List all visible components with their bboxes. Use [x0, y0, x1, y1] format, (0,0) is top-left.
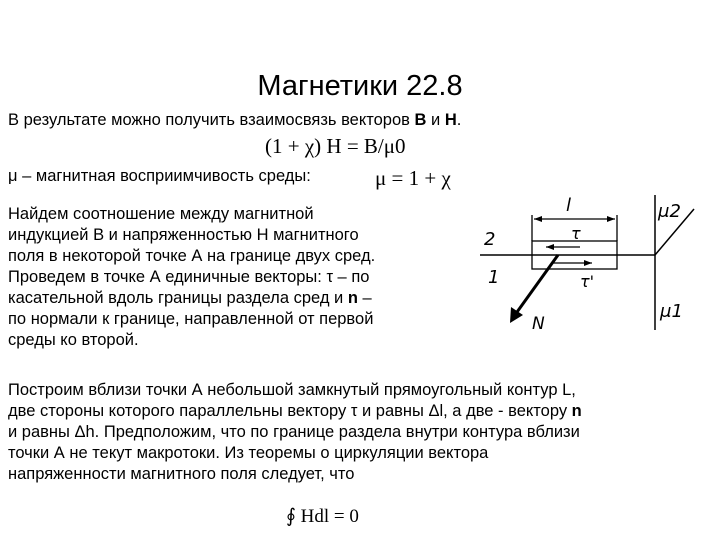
tau-prime-arrowhead — [584, 260, 592, 266]
label-n: N — [532, 314, 545, 334]
susceptibility-line: μ – магнитная восприимчивость среды: — [8, 167, 311, 185]
formula-circulation: ∮ Hdl = 0 — [286, 506, 359, 527]
paragraph-line: две стороны которого параллельны вектору τ и равны Δl, а две - вектору n — [8, 402, 582, 420]
paragraph-line: и равны Δh. Предположим, что по границе раздела внутри контура вблизи — [8, 423, 580, 441]
label-tau: τ — [571, 224, 581, 243]
formula-mu: μ = 1 + χ — [375, 166, 451, 190]
paragraph-line: напряженности магнитного поля следует, что — [8, 465, 355, 483]
label-mu2: μ2 — [658, 201, 681, 222]
paragraph-line: точки А не текут макротоки. Из теоремы о циркуляции вектора — [8, 444, 489, 462]
formula-b-h-relation: (1 + χ) H = B/μ0 — [265, 134, 406, 158]
paragraph-line: Проведем в точке А единичные векторы: τ – по — [8, 268, 370, 286]
intro-line-text: В результате можно получить взаимосвязь векторов B и H. — [8, 111, 462, 129]
label-tau-prime: τ' — [580, 272, 595, 291]
normal-vector — [512, 255, 558, 319]
label-medium-1: 1 — [488, 267, 500, 288]
slide-title: Магнетики 22.8 — [257, 70, 463, 102]
intro-line — [8, 110, 461, 131]
paragraph-line: Построим вблизи точки А небольшой замкнутый прямоугольный контур L, — [8, 381, 576, 399]
normal-arrowhead — [510, 307, 523, 323]
dim-arrow-left — [534, 216, 542, 222]
tau-arrowhead — [546, 244, 554, 250]
paragraph-line: касательной вдоль границы раздела сред и n – — [8, 289, 372, 307]
paragraph-line: поля в некоторой точке А на границе двух сред. — [8, 247, 376, 265]
paragraph-line: индукцией B и напряженностью H магнитного — [8, 226, 359, 244]
dim-arrow-right — [607, 216, 615, 222]
paragraph-line: по нормали к границе, направленной от первой — [8, 310, 374, 328]
boundary-diagram — [480, 195, 710, 340]
paragraph-line: среды ко второй. — [8, 331, 139, 349]
paragraph-boundary — [8, 204, 463, 351]
paragraph-line: Найдем соотношение между магнитной — [8, 205, 314, 223]
label-medium-2: 2 — [484, 229, 496, 250]
label-mu1: μ1 — [660, 301, 683, 322]
label-l: l — [566, 195, 572, 216]
paragraph-contour — [8, 380, 718, 485]
